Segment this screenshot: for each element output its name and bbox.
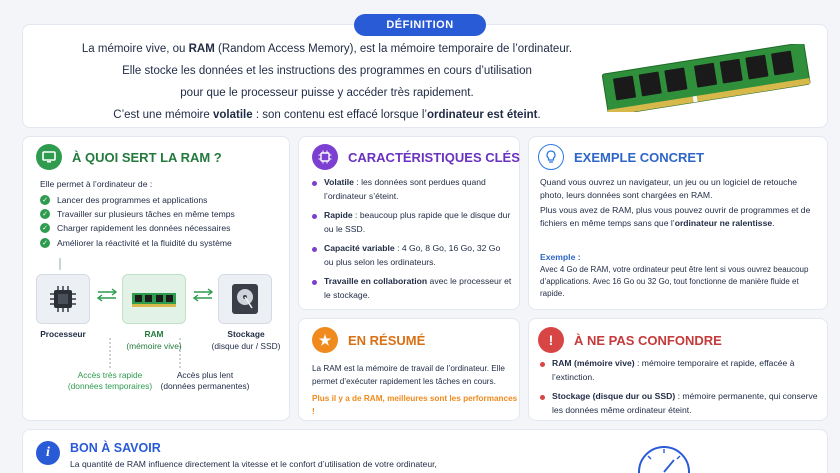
definition-text	[44, 38, 610, 126]
summary-header	[312, 327, 425, 353]
ram-label: RAM	[144, 329, 164, 339]
check-icon: ✓	[40, 195, 50, 205]
storage-label: Stockage	[227, 329, 265, 339]
confuse-header	[538, 327, 722, 353]
usage-intro: Elle permet à l’ordinateur de :	[40, 179, 153, 189]
ram-icon	[132, 291, 176, 307]
summary-title: EN RÉSUMÉ	[348, 332, 426, 348]
confuse-title: À NE PAS CONFONDRE	[574, 332, 722, 348]
example-header	[538, 144, 704, 170]
fast-access-sublabel: (données temporaires)	[67, 381, 153, 391]
usage-list	[40, 195, 285, 252]
chip-icon	[312, 144, 338, 170]
ram-sublabel: (mémoire vive)	[126, 341, 182, 351]
fast-access-label: Accès très rapide	[77, 370, 143, 380]
hard-drive-icon	[231, 283, 259, 315]
example-paragraph-3: Avec 4 Go de RAM, votre ordinateur peut être lent si vous ouvrez beaucoup d’applications. Avec 16 Go ou 32 Go, tout fonctionne de manière fluide et rapide.	[540, 265, 809, 298]
example-title: EXEMPLE CONCRET	[574, 149, 705, 165]
list-item: Rapide : beaucoup plus rapide que le disque dur ou le SSD.	[312, 209, 512, 236]
info-icon: i	[36, 441, 60, 465]
usage-header	[36, 144, 222, 170]
tip-title: BON À SAVOIR	[70, 441, 161, 455]
list-item: Volatile : les données sont perdues quand l’ordinateur s’éteint.	[312, 176, 512, 203]
list-item: ✓ Charger rapidement les données nécessaires	[40, 223, 285, 233]
processor-tile	[36, 274, 90, 324]
definition-line-1: La mémoire vive, ou RAM (Random Access Memory), est la mémoire temporaire de l’ordinateur.	[81, 43, 573, 55]
storage-tile	[218, 274, 272, 324]
list-item: ✓ Améliorer la réactivité et la fluidité du système	[40, 238, 285, 248]
monitor-icon	[36, 144, 62, 170]
list-item: Stockage (disque dur ou SSD) : mémoire permanente, qui conserve les données même ordinateur éteint.	[540, 390, 822, 417]
lightbulb-icon	[538, 144, 564, 170]
list-item: Capacité variable : 4 Go, 8 Go, 16 Go, 32 Go ou plus selon les ordinateurs.	[312, 242, 512, 269]
usage-title: À QUOI SERT LA RAM ?	[72, 149, 222, 165]
list-item: RAM (mémoire vive) : mémoire temporaire et rapide, effacée à l’extinction.	[540, 357, 822, 384]
storage-sublabel: (disque dur / SSD)	[211, 341, 281, 351]
tip-text: La quantité de RAM influence directement la vitesse et le confort d’utilisation de votre ordinateur,	[70, 459, 437, 469]
star-icon: ★	[312, 327, 338, 353]
ram-module-illustration	[598, 44, 816, 112]
stopwatch-icon	[636, 442, 692, 473]
features-header	[312, 144, 520, 170]
slow-access-sublabel: (données permanentes)	[160, 381, 250, 391]
summary-text: La RAM est la mémoire de travail de l’ordinateur. Elle permet d’exécuter rapidement les tâches en cours.	[312, 364, 505, 386]
check-icon: ✓	[40, 238, 50, 248]
example-paragraph-1: Quand vous ouvrez un navigateur, un jeu ou un logiciel de retouche photo, leurs données sont chargées en RAM.	[540, 177, 798, 200]
ram-tile	[122, 274, 186, 324]
confuse-list	[540, 357, 822, 423]
cpu-icon	[48, 284, 78, 314]
summary-highlight: Plus il y a de RAM, meilleures sont les performances !	[312, 394, 518, 416]
list-item: Travaille en collaboration avec le processeur et le stockage.	[312, 275, 512, 302]
definition-badge: DÉFINITION	[354, 14, 486, 36]
list-item: ✓ Travailler sur plusieurs tâches en même temps	[40, 209, 285, 219]
definition-line-2: Elle stocke les données et les instructions des programmes en cours d’utilisation	[122, 65, 532, 77]
check-icon: ✓	[40, 223, 50, 233]
definition-line-3: pour que le processeur puisse y accéder très rapidement.	[180, 87, 474, 99]
warning-icon: !	[538, 327, 564, 353]
list-item: ✓ Lancer des programmes et applications	[40, 195, 285, 205]
features-list	[312, 176, 512, 308]
processor-label: Processeur	[40, 329, 86, 339]
definition-line-4: C’est une mémoire volatile : son contenu est effacé lorsque l’ordinateur est éteint.	[113, 109, 541, 121]
example-subtitle: Exemple :	[540, 252, 581, 262]
features-title: CARACTÉRISTIQUES CLÉS	[348, 149, 520, 165]
check-icon: ✓	[40, 209, 50, 219]
example-paragraph-2: Plus vous avez de RAM, plus vous pouvez ouvrir de programmes et de fichiers en même temps sans que l’ordinateur ne ralentisse.	[540, 205, 811, 228]
slow-access-label: Accès plus lent	[176, 370, 234, 380]
